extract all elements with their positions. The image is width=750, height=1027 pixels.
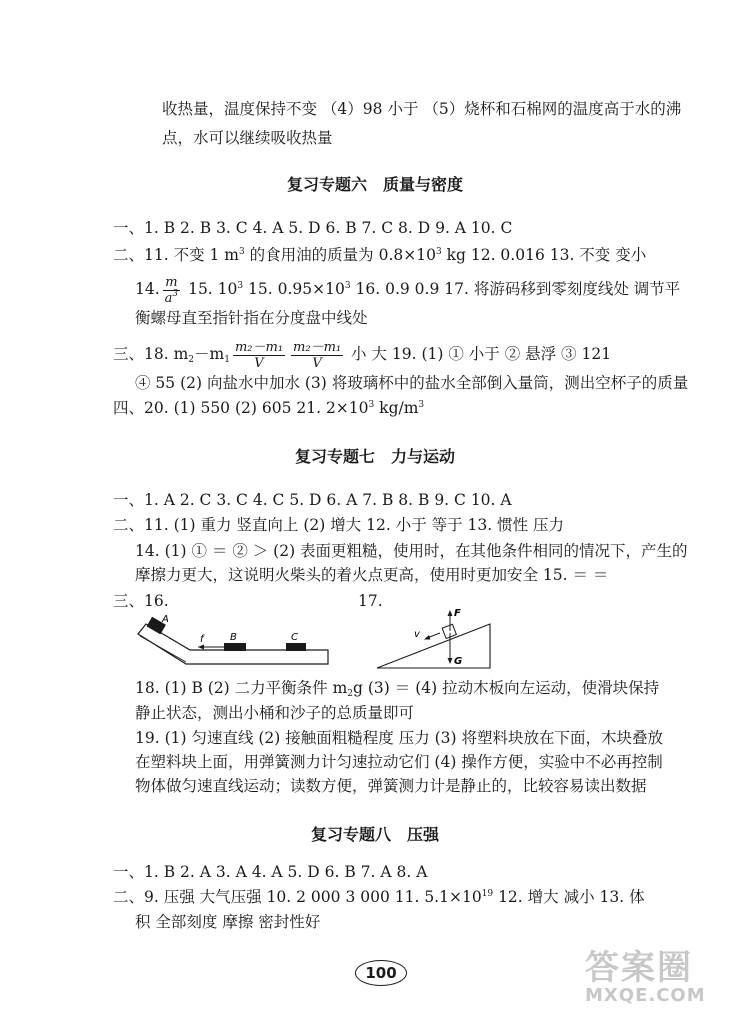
section-8-title: 压强	[407, 825, 440, 844]
velocity-arrowhead	[424, 635, 431, 640]
section-7-exp-18-line-2: 静止状态，测出小桶和沙子的总质量即可	[135, 704, 415, 722]
section-7-multiple-choice: 一、1. A 2. C 3. C 4. C 5. D 6. A 7. B 8. B 9. C 10. A	[113, 491, 512, 509]
section-8-multiple-choice: 一、1. B 2. A 3. A 4. A 5. D 6. B 7. A 8. A	[113, 863, 428, 881]
section-8-label: 复习专题八	[310, 825, 391, 844]
density-fraction: $\frac{m}{a^3}$	[164, 274, 179, 306]
section-6-exp-line-1: 三、18. $m_2-m_1$ $\frac{\text{m₂－m₁}}{V}$ $\frac{\text{m₂－m₁}}{V}$ 小 大 19. (1) ① 小于 ② 悬浮 ③ 121	[113, 339, 612, 371]
page-number: 100	[355, 960, 407, 986]
section-6-heading	[0, 172, 750, 195]
section-7-fill-line-1: 二、11. (1) 重力 竖直向上 (2) 增大 12. 小于 等于 13. 惯性 压力	[113, 516, 565, 534]
section-7-exp-19-line-2: 在塑料块上面，用弹簧测力计匀速拉动它们 (4) 操作方便，实验中不必再控制	[135, 753, 663, 771]
section-7-label: 复习专题七	[294, 447, 375, 466]
label-gravity: G	[454, 656, 463, 667]
slider-block	[442, 624, 456, 638]
fraction-1: $\frac{\text{m₂－m₁}}{V}$	[234, 339, 284, 371]
continuation-line-1: 收热量，温度保持不变 （4）98 小于 （5）烧杯和石棉网的温度高于水的沸	[162, 100, 682, 118]
incline	[377, 624, 490, 668]
section-7-draw-label-17: 17.	[358, 592, 383, 610]
site-watermark	[585, 940, 745, 1020]
section-8-fill-line-2: 积 全部刻度 摩擦 密封性好	[135, 913, 321, 931]
section-6-fill-line-3: 衡螺母直至指针指在分度盘中线处	[135, 309, 368, 327]
friction-arrowhead	[198, 645, 204, 650]
section-6-exp-line-2: ④ 55 (2) 向盐水中加水 (3) 将玻璃杯中的盐水全部倒入量筒，测出空杯子的质量	[135, 374, 689, 392]
section-6-fill-line-1: 二、11. 不变 1 $m^3$ 的食用油的质量为 $0.8\times 10^3$ kg 12. 0.016 13. 不变 变小	[113, 246, 647, 264]
fraction-2: $\frac{\text{m₂－m₁}}{V}$	[293, 339, 342, 371]
section-7-exp-19-line-1: 19. (1) 匀速直线 (2) 接触面粗糙程度 压力 (3) 将塑料块放在下面，木块叠放	[135, 729, 664, 747]
section-7-title: 力与运动	[391, 447, 456, 466]
continuation-line-2: 点，水可以继续吸收热量	[162, 129, 333, 147]
section-7-fill-line-3: 摩擦力更大，这说明火柴头的着火点更高，使用时更加安全 15. ＝ ＝	[135, 566, 609, 584]
incline-force-figure	[372, 606, 497, 672]
label-b: B	[230, 632, 237, 643]
section-7-fill-line-2: 14. (1) ① ＝ ② ＞ (2) 表面更粗糙，使用时，在其他条件相同的情况下，产生的	[135, 542, 688, 560]
section-8-heading	[0, 822, 750, 845]
watermark-url: MXQE.COM	[585, 985, 706, 1006]
label-force-f: F	[454, 608, 461, 619]
block-b	[224, 643, 246, 651]
section-7-draw-label-16: 三、16.	[113, 592, 169, 610]
gravity-arrowhead	[448, 658, 453, 664]
block-c	[286, 643, 306, 651]
section-7-exp-19-line-3: 物体做匀速直线运动；读数方便，弹簧测力计是静止的，比较容易读出数据	[135, 777, 647, 795]
section-6-label: 复习专题六	[286, 175, 367, 194]
label-c: C	[291, 632, 298, 643]
watermark-logo-text: 答案圈	[585, 948, 693, 988]
section-6-title: 质量与密度	[383, 175, 464, 194]
section-7-exp-18-line-1: 18. (1) B (2) 二力平衡条件 $m_2g$ (3) ＝ (4) 拉动木板向左运动，使滑块保持	[135, 679, 660, 699]
section-6-calc-line: 四、20. (1) 550 (2) 605 21. $2\times 10^3$ $kg/m^3$	[113, 399, 425, 417]
label-f: f	[200, 634, 204, 645]
label-a: A	[162, 614, 169, 625]
friction-ramp-figure	[128, 612, 333, 674]
section-7-heading	[0, 444, 750, 467]
force-f-arrowhead	[448, 610, 453, 616]
section-8-fill-line-1: 二、9. 压强 大气压强 10. 2 000 3 000 11. $5.1\times 10^{19}$ 12. 增大 减小 13. 体	[113, 888, 645, 906]
label-velocity: v	[414, 629, 420, 640]
section-6-fill-line-2: 14. $\frac{m}{a^3}$ 15. $10^3$ 15. $0.95\times 10^3$ 16. 0.9 0.9 17. 将游码移到零刻度线处 调节平	[135, 274, 681, 306]
section-6-multiple-choice: 一、1. B 2. B 3. C 4. A 5. D 6. B 7. C 8. D 9. A 10. C	[113, 219, 513, 237]
